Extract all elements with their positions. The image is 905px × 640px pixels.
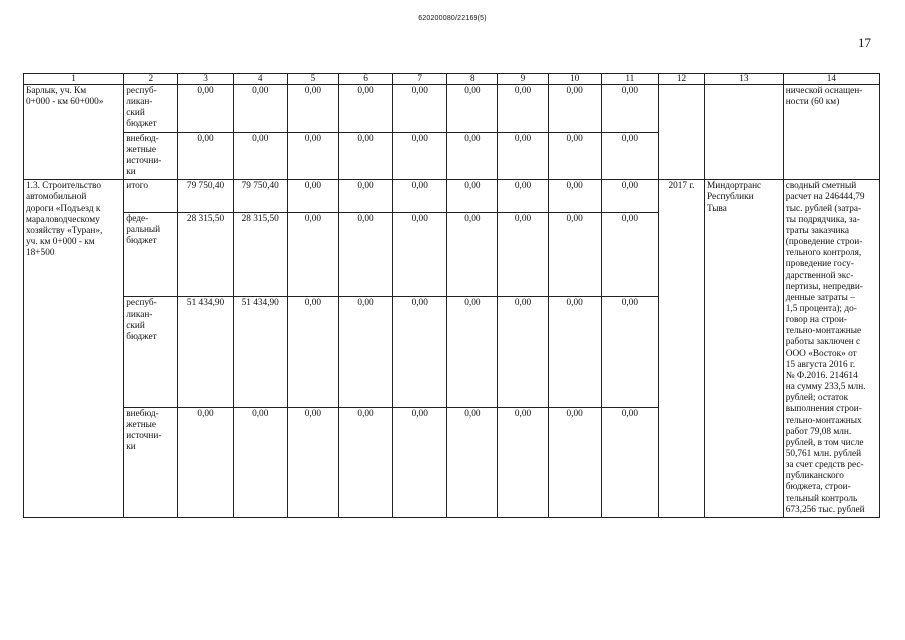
funding-source-line: бюджет (126, 236, 157, 247)
value-cell: 0,00 (287, 407, 338, 517)
executor-line: Республики (707, 192, 754, 203)
year-cell (658, 85, 704, 180)
funding-source-line: жетные (126, 144, 157, 155)
note-line: тельно-монтажных (785, 415, 862, 426)
note-line: рублей; остаток (785, 393, 849, 404)
note-line: № Ф.2016. 214614 (785, 370, 858, 381)
column-number-row (24, 74, 880, 85)
value-cell: 0,00 (393, 407, 447, 517)
object-name-line: автомобильной (26, 192, 87, 203)
value-cell: 0,00 (601, 407, 658, 517)
note-line: сводный сметный (785, 181, 857, 192)
value-cell: 79 750,40 (233, 180, 287, 213)
funding-source-line: источни- (126, 155, 162, 166)
funding-source-line: итого (126, 181, 149, 192)
note-line: 15 августа 2016 г. (785, 359, 856, 370)
note-line: расчет на 246444,79 (785, 192, 865, 203)
value-cell: 0,00 (393, 213, 447, 297)
value-cell: 0,00 (178, 407, 233, 517)
value-cell: 0,00 (447, 213, 498, 297)
note-line: тыс. рублей (затра- (785, 203, 862, 214)
column-number-10: 10 (548, 74, 601, 85)
funding-source-line: ликан- (126, 97, 153, 108)
value-cell: 0,00 (287, 297, 338, 407)
funding-source-line: ский (126, 320, 145, 331)
page-number: 17 (858, 35, 871, 50)
value-cell: 0,00 (393, 180, 447, 213)
note-line: на сумму 233,5 млн. (785, 382, 866, 393)
value-cell: 0,00 (498, 297, 548, 407)
note-line: траты заказчика (785, 225, 850, 236)
value-cell: 51 434,90 (233, 297, 287, 407)
note-line: работ 79,08 млн. (785, 426, 852, 437)
funding-source-cell (124, 407, 178, 517)
executor-cell (705, 180, 784, 518)
value-cell: 0,00 (338, 213, 392, 297)
column-number-6: 6 (338, 74, 392, 85)
object-name-line: 1.3. Строительство (26, 181, 102, 192)
value-cell: 0,00 (601, 297, 658, 407)
object-name-line: мараловодческому (26, 214, 100, 225)
object-name-line: уч. км 0+000 - км (26, 237, 95, 248)
funding-source-cell (124, 213, 178, 297)
note-line: 1,5 процента); до- (785, 303, 857, 314)
object-name-cell (24, 85, 124, 180)
note-line: работы заключен с (785, 337, 861, 348)
value-cell: 0,00 (287, 213, 338, 297)
value-cell: 0,00 (178, 132, 233, 180)
budget-table (23, 73, 880, 518)
note-line: ности (60 км) (785, 97, 840, 108)
column-number-13: 13 (705, 74, 784, 85)
executor-line: Тыва (707, 203, 727, 214)
document-code: 620200080/22169(5) (418, 15, 487, 22)
object-name-line: хозяйству «Туран», (26, 225, 103, 236)
value-cell: 0,00 (498, 407, 548, 517)
funding-source-line: жетные (126, 419, 157, 430)
column-number-8: 8 (447, 74, 498, 85)
column-number-7: 7 (393, 74, 447, 85)
funding-source-line: бюджет (126, 119, 157, 130)
value-cell: 0,00 (393, 132, 447, 180)
value-cell: 0,00 (447, 297, 498, 407)
value-cell: 0,00 (548, 180, 601, 213)
funding-source-line: ликан- (126, 309, 153, 320)
value-cell: 51 434,90 (178, 297, 233, 407)
executor-line: Миндортранс (707, 181, 762, 192)
value-cell: 0,00 (447, 407, 498, 517)
table-row (24, 85, 880, 133)
funding-source-cell (124, 297, 178, 407)
value-cell: 0,00 (338, 297, 392, 407)
value-cell: 0,00 (447, 180, 498, 213)
note-line: тельно-монтажные (785, 326, 862, 337)
note-line: публиканского (785, 471, 844, 482)
value-cell: 0,00 (548, 85, 601, 133)
value-cell: 0,00 (338, 180, 392, 213)
funding-source-line: бюджет (126, 331, 157, 342)
note-line: ты подрядчика, за- (785, 214, 860, 225)
object-name-line: дороги «Подъезд к (26, 203, 101, 214)
note-line: рублей, в том числе (785, 437, 864, 448)
column-number-1: 1 (24, 74, 124, 85)
value-cell: 0,00 (233, 85, 287, 133)
note-line: денные затраты – (785, 292, 855, 303)
value-cell: 79 750,40 (178, 180, 233, 213)
note-line: проведение госу- (785, 259, 854, 270)
note-line: 673,256 тыс. рублей (785, 504, 865, 515)
note-line: ООО «Восток» от (785, 348, 857, 359)
year-cell: 2017 г. (658, 180, 704, 518)
note-cell (783, 85, 879, 180)
value-cell: 0,00 (338, 85, 392, 133)
value-cell: 0,00 (548, 407, 601, 517)
value-cell: 0,00 (393, 85, 447, 133)
value-cell: 0,00 (601, 213, 658, 297)
value-cell: 0,00 (447, 132, 498, 180)
funding-source-line: источни- (126, 430, 162, 441)
note-line: пертизы, непредви- (785, 281, 863, 292)
object-name-line: Барлык, уч. Км (26, 86, 87, 96)
value-cell: 0,00 (548, 213, 601, 297)
column-number-9: 9 (498, 74, 548, 85)
value-cell: 0,00 (287, 85, 338, 133)
funding-source-line: внебюд- (126, 408, 159, 419)
column-number-2: 2 (124, 74, 178, 85)
value-cell: 28 315,50 (178, 213, 233, 297)
note-line: выполнения строи- (785, 404, 862, 415)
value-cell: 0,00 (498, 213, 548, 297)
note-line: говор на строи- (785, 315, 848, 326)
value-cell: 0,00 (601, 132, 658, 180)
value-cell: 0,00 (233, 407, 287, 517)
value-cell: 0,00 (498, 85, 548, 133)
funding-source-cell (124, 85, 178, 133)
note-line: (проведение строи- (785, 237, 863, 248)
column-number-3: 3 (178, 74, 233, 85)
value-cell: 0,00 (233, 132, 287, 180)
value-cell: 0,00 (601, 180, 658, 213)
note-line: тельный контроль (785, 493, 858, 504)
note-line: бюджета, строи- (785, 482, 851, 493)
column-number-12: 12 (658, 74, 704, 85)
note-line: нической оснащен- (785, 86, 863, 96)
note-line: 50,761 млн. рублей (785, 449, 862, 459)
value-cell: 28 315,50 (233, 213, 287, 297)
value-cell: 0,00 (447, 85, 498, 133)
funding-source-line: ки (126, 442, 136, 453)
note-line: тельного контроля, (785, 248, 862, 259)
funding-source-line: ский (126, 108, 145, 119)
column-number-5: 5 (287, 74, 338, 85)
object-name-line: 0+000 - км 60+000» (26, 97, 104, 108)
funding-source-line: ки (126, 167, 136, 178)
value-cell: 0,00 (548, 132, 601, 180)
funding-source-line: ральный (126, 225, 161, 236)
executor-cell (705, 85, 784, 180)
funding-source-line: респуб- (126, 298, 157, 309)
funding-source-line: внебюд- (126, 133, 159, 144)
funding-source-cell (124, 180, 178, 213)
table-row (24, 180, 880, 213)
funding-source-cell (124, 132, 178, 180)
column-number-4: 4 (233, 74, 287, 85)
object-name-line: 18+500 (26, 248, 55, 259)
value-cell: 0,00 (287, 132, 338, 180)
object-name-cell (24, 180, 124, 518)
value-cell: 0,00 (498, 180, 548, 213)
note-cell (783, 180, 879, 518)
note-line: дарственной экс- (785, 270, 854, 281)
value-cell: 0,00 (338, 132, 392, 180)
value-cell: 0,00 (287, 180, 338, 213)
column-number-11: 11 (601, 74, 658, 85)
funding-source-line: феде- (126, 214, 149, 225)
value-cell: 0,00 (178, 85, 233, 133)
value-cell: 0,00 (548, 297, 601, 407)
value-cell: 0,00 (393, 297, 447, 407)
column-number-14: 14 (783, 74, 879, 85)
value-cell: 0,00 (338, 407, 392, 517)
note-line: за счет средств рес- (785, 460, 864, 471)
funding-source-line: респуб- (126, 86, 157, 96)
value-cell: 0,00 (601, 85, 658, 133)
value-cell: 0,00 (498, 132, 548, 180)
